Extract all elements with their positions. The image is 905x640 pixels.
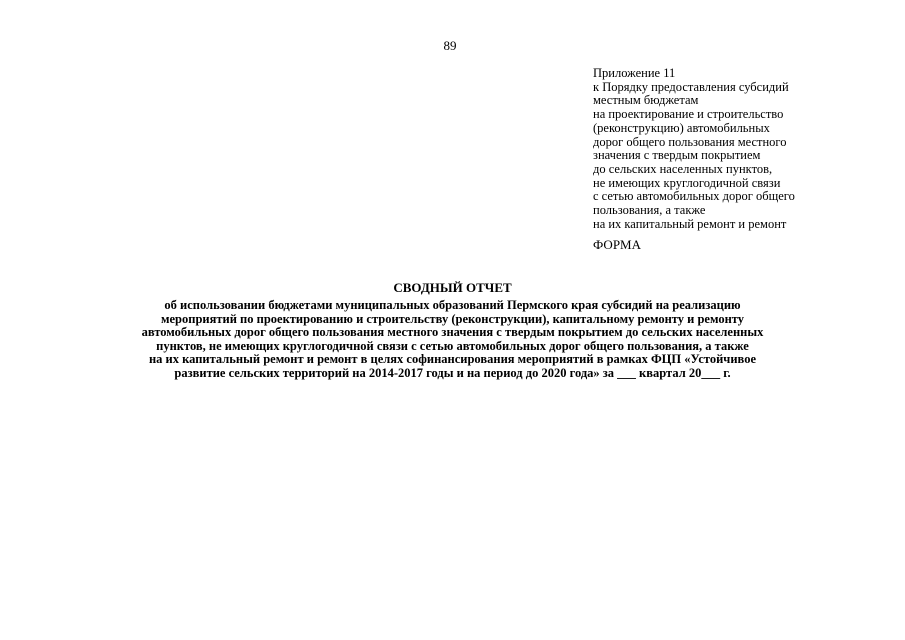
appendix-line: пользования, а также (593, 203, 706, 218)
appendix-line: Приложение 11 (593, 66, 676, 80)
appendix-line: местным бюджетам (593, 93, 699, 108)
appendix-line: значения с твердым покрытием (593, 148, 761, 163)
appendix-line: дорог общего пользования местного (593, 134, 787, 149)
appendix-line: к Порядку предоставления субсидий (593, 79, 789, 94)
appendix-line: (реконструкцию) автомобильных (593, 120, 770, 135)
page-number: 89 (443, 38, 457, 53)
appendix-line: до сельских населенных пунктов, (593, 161, 773, 176)
report-subtitle-line: об использовании бюджетами муниципальных образований Пермского края субсидий на реализацию (164, 298, 741, 312)
report-subtitle-line: автомобильных дорог общего пользования местного значения с твердым покрытием до сельских населенных (141, 325, 764, 340)
report-subtitle-line: пунктов, не имеющих круглогодичной связи с сетью автомобильных дорог общего пользования, а также (156, 338, 749, 353)
appendix-line: не имеющих круглогодичной связи (593, 175, 781, 190)
report-subtitle-line: на их капитальный ремонт и ремонт в целях софинансирования мероприятий в рамках ФЦП «Устойчивое (148, 352, 757, 367)
report-subtitle-line: мероприятий по проектированию и строительству (реконструкции), капитальному ремонту и ремонту (160, 311, 744, 326)
report-subtitle-line: развитие сельских территорий на 2014-2017 годы и на период до 2020 года» за ___ квартал 20___ г. (174, 365, 731, 380)
report-title: СВОДНЫЙ ОТЧЕТ (393, 280, 512, 295)
appendix-header (593, 67, 893, 231)
report-subtitle (0, 299, 905, 381)
appendix-line: на проектирование и строительство (593, 107, 784, 122)
appendix-line: с сетью автомобильных дорог общего (593, 189, 795, 204)
appendix-line: на их капитальный ремонт и ремонт (593, 216, 787, 231)
form-label: ФОРМА (593, 237, 641, 252)
